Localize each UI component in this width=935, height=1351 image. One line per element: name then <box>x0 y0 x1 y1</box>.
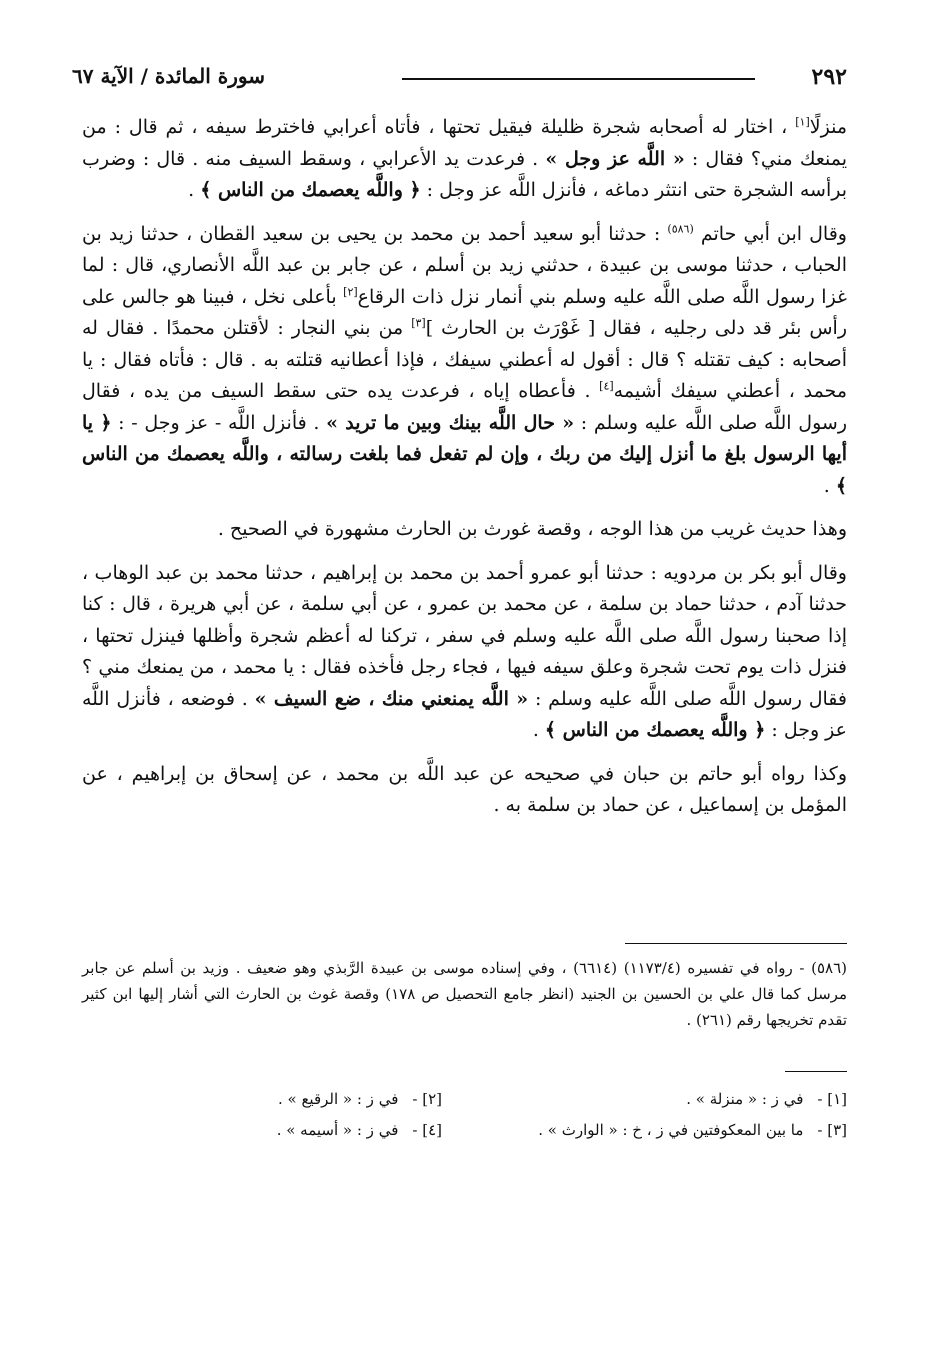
note-reference: [٢] <box>343 285 358 299</box>
note-text: في ز : « أسيمه » . <box>276 1121 399 1139</box>
note-text: ما بين المعكوفتين في ز ، خ : « الوارث » . <box>538 1121 804 1139</box>
text-segment: بأعلى نخل ، فبينا هو جالس على رأس بئر قد دلى رجليه ، فقال [ غَوْرَث بن الحارث ] <box>82 285 847 339</box>
quran-verse: ﴿ واللَّه يعصمك من الناس ﴾ <box>544 719 766 741</box>
text-segment: . <box>823 474 836 497</box>
notes-row <box>82 1121 847 1152</box>
quran-verse: ﴿ واللَّه يعصمك من الناس ﴾ <box>200 179 421 201</box>
note-reference: [٤] <box>599 379 614 393</box>
text-segment: : حدثنا أبو سعيد أحمد بن محمد بن يحيى بن سعيد القطان ، حدثنا زيد بن الحباب ، حدثنا موسى بن عبيدة ، حدثني زيد بن أسلم ، عن جابر بن عبد اللَّه الأنصاري، قال : لما غزا رسول اللَّه صلى اللَّه عليه وسلم بني أنمار نزل ذات الرقاع <box>82 222 847 308</box>
note-number: [٣] - <box>817 1121 847 1139</box>
footnotes <box>82 955 847 1033</box>
text-segment: ، اختار له أصحابه شجرة ظليلة فيقيل تحتها ، فأتاه أعرابي فاخترط سيفه ، ثم قال : من يمنعك مني؟ فقال : <box>82 116 848 170</box>
note-number: [٤] - <box>412 1121 442 1139</box>
notes-row <box>82 1090 847 1121</box>
note-number: [١] - <box>817 1090 847 1108</box>
paragraph-2 <box>82 219 847 503</box>
page-header <box>72 60 847 96</box>
variant-note <box>277 1121 442 1139</box>
text-segment: . <box>532 719 545 741</box>
footnote-reference: (٥٨٦) <box>667 222 694 236</box>
variant-note <box>686 1090 847 1108</box>
footnote-divider <box>625 943 847 944</box>
text-segment: وقال أبو بكر بن مردويه : حدثنا أبو عمرو أحمد بن محمد بن إبراهيم ، حدثنا محمد بن عبد الوهاب ، حدثنا آدم ، حدثنا حماد بن سلمة ، عن محمد بن عمرو ، عن أبي سلمة ، عن أبي هريرة ، قال : كنا إذا صحبنا رسول اللَّه صلى اللَّه عليه وسلم في سفر ، تركنا له أعظم شجرة وأظلها فينزل تحتها ، فنزل ذات يوم تحت شجرة وعلق سيفه فيها ، فجاء رجل فأخذه فقال : يا محمد ، من يمنعك مني ؟ فقال رسول اللَّه صلى اللَّه عليه وسلم : <box>82 561 847 710</box>
text-segment: منزلًا <box>809 116 847 138</box>
text-segment: . فأعطاه إياه ، فرعدت يده حتى سقط السيف من يده ، فقال رسول اللَّه صلى اللَّه عليه وسلم : <box>82 380 847 434</box>
page-number: ٢٩٢ <box>811 64 847 90</box>
variant-note <box>278 1090 442 1108</box>
paragraph-4 <box>82 558 847 747</box>
quote-bold: « اللَّه عز وجل » <box>545 147 685 170</box>
note-text: في ز : « منزلة » . <box>686 1090 804 1108</box>
surah-title: سورة المائدة / الآية ٦٧ <box>72 64 265 88</box>
quote-bold: « حال اللَّه بينك وبين ما تريد » <box>326 411 575 434</box>
variant-notes <box>82 1090 847 1152</box>
paragraph-3: وهذا حديث غريب من هذا الوجه ، وقصة غورث بن الحارث مشهورة في الصحيح . <box>217 518 847 540</box>
variant-note <box>538 1121 847 1139</box>
notes-divider <box>785 1071 847 1072</box>
footnote-586: (٥٨٦) - رواه في تفسيره (١١٧٣/٤) (٦٦١٤) ، وفي إسناده موسى بن عبيدة الرَّبذي وهو ضعيف . وزيد بن أسلم عن جابر مرسل كما قال علي بن الحسين بن الجنيد (انظر جامع التحصيل ص ١٧٨) وقصة غوث بن الحارث التي أشار إليها ابن كثير تقدم تخريجها رقم (٢٦١) . <box>82 959 847 1029</box>
header-rule <box>402 78 755 80</box>
text-segment: . فوضعه ، فأنزل اللَّه عز وجل : <box>82 687 847 741</box>
note-reference: [١] <box>795 115 810 129</box>
text-segment: . فرعدت يد الأعرابي ، وسقط السيف منه . قال : وضرب برأسه الشجرة حتى انتثر دماغه ، فأنزل اللَّه عز وجل : <box>82 147 847 201</box>
text-segment: . فأنزل اللَّه - عز وجل - : <box>111 411 327 434</box>
note-number: [٢] - <box>412 1090 442 1108</box>
note-reference: [٣] <box>411 316 426 330</box>
quran-verse: ﴿ يا أيها الرسول بلغ ما أنزل إليك من ربك ، وإن لم تفعل فما بلغت رسالته ، واللَّه يعصمك من الناس ﴾ <box>82 411 847 497</box>
main-text <box>82 112 847 834</box>
text-segment: من بني النجار : لأقتلن محمدًا . فقال له أصحابه : كيف تقتله ؟ قال : أقول له أعطني سيفك ، فإذا أعطانيه قتلته به . قال : فأتاه فقال : يا محمد ، أعطني سيفك أشيمه <box>82 317 847 402</box>
text-segment: . <box>188 179 201 201</box>
paragraph-5: وكذا رواه أبو حاتم بن حبان في صحيحه عن عبد اللَّه بن محمد ، عن إسحاق بن إبراهيم ، عن المؤمل بن إسماعيل ، عن حماد بن سلمة به . <box>82 762 847 816</box>
text-segment: وقال ابن أبي حاتم <box>693 222 847 245</box>
note-text: في ز : « الرقيع » . <box>277 1090 399 1108</box>
paragraph-1 <box>82 112 847 207</box>
quote-bold: « اللَّه يمنعني منك ، ضع السيف » <box>254 687 529 710</box>
